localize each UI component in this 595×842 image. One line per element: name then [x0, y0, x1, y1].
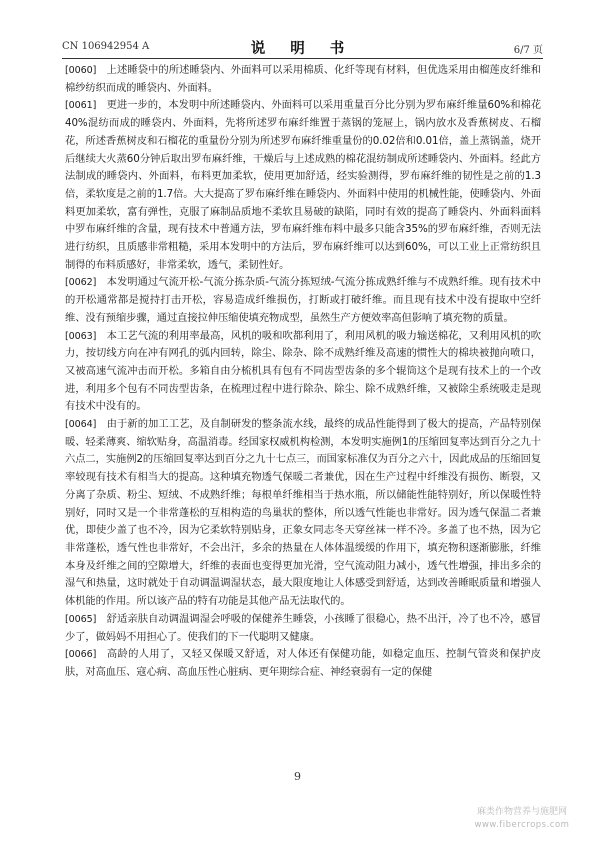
header-rule [62, 58, 543, 59]
page-info: 6/7 页 [513, 45, 543, 56]
paragraph-text: 舒适亲肤自动调温调湿会呼吸的保健养生睡袋，小孩睡了很稳心，热不出汗，冷了也不冷，感冒少了，做妈妈不用担心了。使我们的下一代聪明又健康。 [65, 612, 541, 643]
paragraph-0066 [65, 646, 541, 681]
site-watermark [457, 806, 587, 832]
paragraph-number: [0062] [65, 277, 97, 289]
paragraph-text: 本发明通过气流开松-气流分拣杂质-气流分拣短绒-气流分拣成熟纤维与不成熟纤维。现有技术中的开松通常都是搅持打击开松，容易造成纤维损伤，打断或打破纤维。而且现有技术中没有提取中空纤维、没有预缩步骤，通过直接拉伸压缩使填充物成型，虽然生产方便效率高但影响了填充物的质量。 [65, 276, 541, 324]
document-body [65, 62, 541, 682]
paragraph-number: [0066] [65, 649, 97, 661]
publication-number: CN 106942954 A [62, 41, 150, 52]
paragraph-0062 [65, 274, 541, 327]
paragraph-number: [0065] [65, 613, 97, 625]
watermark-name: 麻类作物营养与施肥网 [476, 807, 567, 817]
paragraph-number: [0063] [65, 330, 97, 342]
page-number: 9 [294, 770, 301, 783]
paragraph-number: [0061] [65, 100, 97, 112]
paragraph-number: [0064] [65, 419, 97, 431]
paragraph-text: 本工艺气流的利用率最高，风机的吸和吹都利用了，利用风机的吸力输送棉花，又利用风机的吹力，按切线方向在冲有网孔的弧内回转，除尘、除杂、除不成熟纤维及高速的惯性大的棉块被抛向喷口，又被高速气流冲击而开松。多箱自由分梳机具有包有不同齿型齿条的多个辊筒这个是现有技术上的一个改进，利用多个包有不同齿型齿条，在梳理过程中进行除杂、除尘、除不成熟纤维，又被除尘系统吸走是现有技术中没有的。 [65, 329, 541, 413]
paragraph-text: 高龄的人用了，又轻又保暖又舒适，对人体还有保健功能，如稳定血压、控制气管炎和保护皮肤，对高血压、寇心病、高血压性心脏病、更年期综合症、神经衰弱有一定的保健 [65, 648, 541, 678]
paragraph-0064 [65, 416, 541, 611]
paragraph-0065 [65, 611, 541, 646]
watermark-url: www.fibercrops.com [474, 820, 570, 830]
paragraph-0063 [65, 328, 541, 417]
paragraph-text: 由于新的加工工艺，及自制研发的整条流水线，最终的成品性能得到了极大的提高，产品特别保暖、轻柔薄爽、缩软贴身，高温消毒。经国家权威机构检测，本发明实施例1的压缩回复率达到百分之九十六点二，实施例2的压缩回复率达到百分之九十七点三，而国家标准仅为百分之六十，因此成品的压缩回复率较现有技术有相当大的提高。这种填充物透气保暖二者兼优，因在生产过程中纤维没有损伤、断裂，又分离了杂质、粉尘、短绒、不成熟纤维；每根单纤维相当于热水瓶，所以储能性能特别好，所以保暖性特别好，同时又是一个非常蓬松的互相构造的鸟巢状的整体，所以透气性能也非常好。因为透气保温二者兼优，即使少盖了也不冷，因为它柔软特别贴身，正象女同志冬天穿丝袜一样不冷。多盖了也不热，因为它非常蓬松，透气性也非常好，不会出汗，多余的热量在人体体温缓缓的作用下，填充物积逐渐膨胀，纤维本身及纤维之间的空隙增大，纤维的表面也变得更加光滑，空气流动阻力减小，透气性增强，排出多余的湿气和热量，这时就处于自动调温调湿状态，最大限度地让人体感受到舒适，达到改善睡眠质量和增强人体机能的作用。所以该产品的特有功能是其他产品无法取代的。 [65, 418, 541, 608]
paragraph-text: 更进一步的，本发明中所述睡袋内、外面料可以采用重量百分比分别为罗布麻纤维量60%和棉花40%混纺而成的睡袋内、外面料，先将所述罗布麻纤维置于蒸锅的笼屉上，锅内放水及香蕉树皮、石榴花，所述香蕉树皮和石榴花的重量份分别为所述罗布麻纤维重量份的0.02倍和0.01倍，盖上蒸锅盖，烧开后继续大火蒸60分钟后取出罗布麻纤维，干燥后与上述成熟的棉花混纺制成所述睡袋内、外面料。经此方法制成的睡袋内、外面料，布料更加柔软，使用更加舒适，经实验测得，罗布麻纤维的韧性是之前的1.3倍，柔软度是之前的1.7倍。大大提高了罗布麻纤维在睡袋内、外面料中使用的机械性能，使睡袋内、外面料更加柔软，富有弹性，克服了麻制品质地不柔软且易破的缺陷，同时有效的提高了睡袋内、外面料面料中罗布麻纤维的含量，现有技术中普通方法，罗布麻纤维布料中最多只能含35%的罗布麻纤维，否则无法进行纺织，且质感非常粗糙，采用本发明中的方法后，罗布麻纤维可以达到60%，可以工业上正常纺织且制得的布料质感好，非常柔软，透气，柔韧性好。 [65, 99, 541, 271]
paragraph-0060 [65, 62, 541, 97]
paragraph-number: [0060] [65, 65, 97, 76]
paragraph-text: 上述睡袋中的所述睡袋内、外面料可以采用棉质、化纤等现有材料，但优选采用由榴莲皮纤维和棉纱纺织而成的睡袋内、外面料。 [65, 64, 541, 94]
page-header [62, 40, 543, 58]
paragraph-0061 [65, 97, 541, 274]
document-title: 说 明 书 [250, 41, 355, 57]
